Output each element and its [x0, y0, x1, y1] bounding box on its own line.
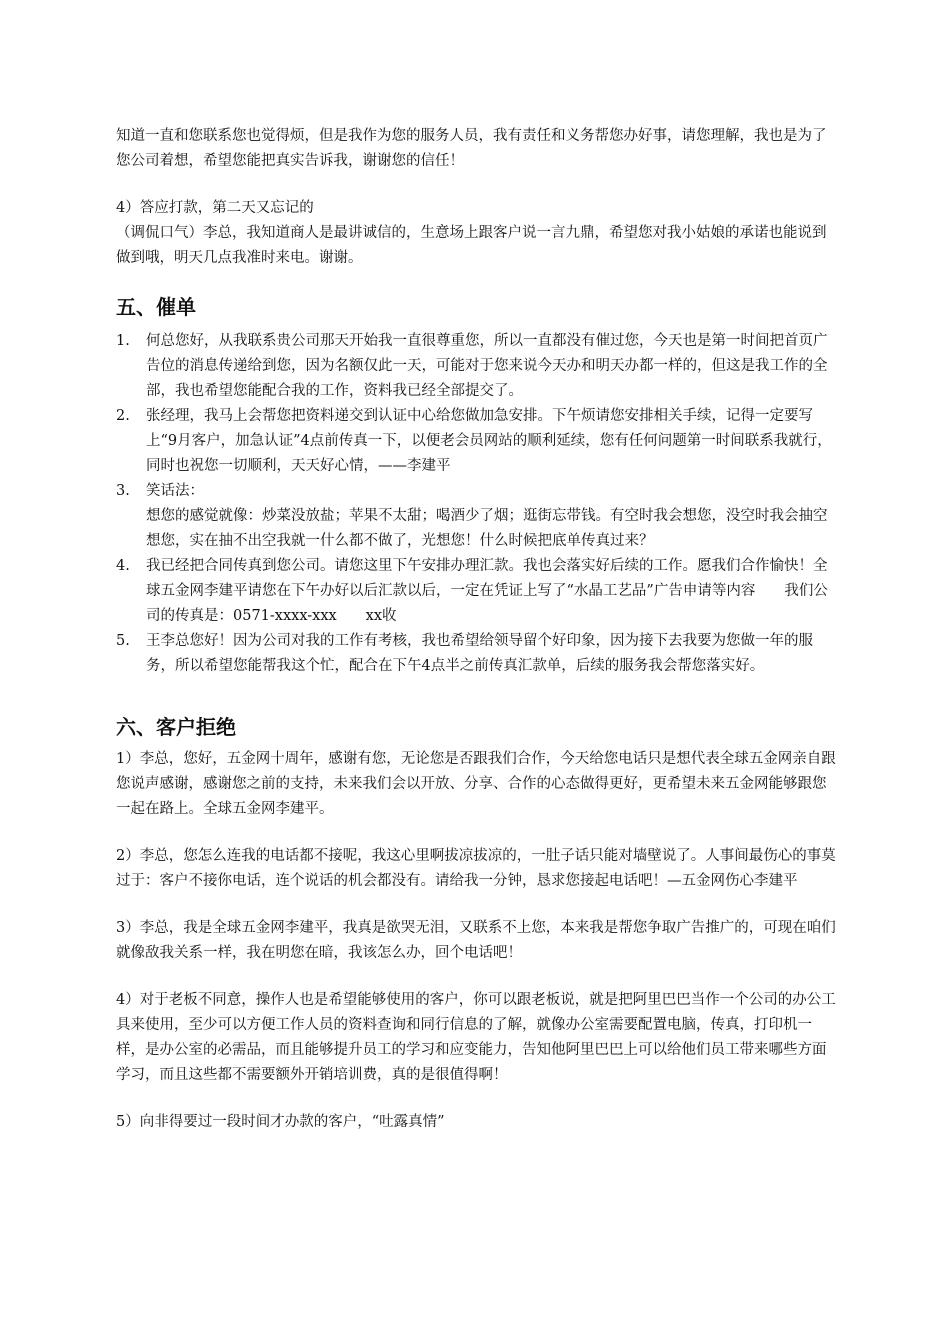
list-text: 笑话法： [146, 483, 204, 499]
list-number: 5. [116, 633, 130, 649]
item4-body: （调侃口气）李总，我知道商人是最讲诚信的，生意场上跟客户说一言九鼎，希望您对我小姑娘的承诺也能说到做到哦，明天几点我准时来电。谢谢。 [116, 225, 827, 266]
section6-paragraph-5: 5）向非得要过一段时间才办款的客户，“吐露真情” [116, 1114, 445, 1130]
list-item [116, 629, 836, 679]
document-page [116, 124, 836, 1135]
list-item [116, 479, 836, 554]
list-text: 王李总您好！因为公司对我的工作有考核，我也希望给领导留个好印象，因为接下去我要为您做一年的服务，所以希望您能帮我这个忙，配合在下午4点半之前传真汇款单，后续的服务我会帮您落实好。 [146, 633, 813, 674]
section5-heading: 五、催单 [116, 295, 196, 319]
list-number: 4. [116, 558, 130, 574]
list-text: 何总您好，从我联系贵公司那天开始我一直很尊重您，所以一直都没有催过您，今天也是第一时间把首页广告位的消息传递给到您，因为名额仅此一天，可能对于您来说今天办和明天办都一样的，但这是我工作的全部，我也希望您能配合我的工作，资料我已经全部提交了。 [146, 333, 828, 399]
section6-heading: 六、客户拒绝 [116, 715, 236, 739]
list-number: 1. [116, 333, 130, 349]
list-number: 2. [116, 408, 130, 424]
section6-paragraph-3: 3）李总，我是全球五金网李建平，我真是欲哭无泪，又联系不上您，本来我是帮您争取广告推广的，可现在咱们就像敌我关系一样，我在明您在暗，我该怎么办，回个电话吧！ [116, 920, 836, 961]
section6-paragraph-2: 2）李总，您怎么连我的电话都不接呢，我这心里啊拔凉拔凉的，一肚子话只能对墙壁说了。人事间最伤心的事莫过于：客户不接你电话，连个说话的机会都没有。请给我一分钟，恳求您接起电话吧！—五金网伤心李建平 [116, 848, 836, 889]
item4-title: 4）答应打款，第二天又忘记的 [116, 200, 314, 216]
list-text: 张经理，我马上会帮您把资料递交到认证中心给您做加急安排。下午烦请您安排相关手续，记得一定要写上“9月客户，加急认证”4点前传真一下，以便老会员网站的顺利延续，您有任何问题第一时间联系我就行，同时也祝您一切顺利，天天好心情，——李建平 [146, 408, 832, 474]
list-item [116, 404, 836, 479]
list-item [116, 329, 836, 404]
list-text: 我已经把合同传真到您公司。请您这里下午安排办理汇款。我也会落实好后续的工作。愿我们合作愉快！全球五金网李建平请您在下午办好以后汇款以后，一定在凭证上写了“水晶工艺品”广告申请等内容 我们公司的传真是：0571-xxxx-xxx xx收 [146, 558, 828, 624]
spacer [116, 174, 836, 196]
intro-paragraph: 知道一直和您联系您也觉得烦，但是我作为您的服务人员，我有责任和义务帮您办好事，请您理解，我也是为了您公司着想，希望您能把真实告诉我，谢谢您的信任！ [116, 128, 827, 169]
section5-list [116, 329, 836, 679]
section6-paragraph-4: 4）对于老板不同意，操作人也是希望能够使用的客户，你可以跟老板说，就是把阿里巴巴当作一个公司的办公工具来使用，至少可以方便工作人员的资料查询和同行信息的了解，就像办公室需要配置电脑，传真，打印机一样，是办公室的必需品，而且能够提升员工的学习和应变能力，告知他阿里巴巴上可以给他们员工带来哪些方面学习，而且这些都不需要额外开销培训费，真的是很值得啊！ [116, 992, 836, 1083]
list-subtext: 想您的感觉就像：炒菜没放盐；苹果不太甜；喝酒少了烟；逛街忘带钱。有空时我会想您，没空时我会抽空想您，实在抽不出空我就一什么都不做了，光想您！什么时候把底单传真过来？ [146, 508, 828, 549]
list-item [116, 554, 836, 629]
list-number: 3. [116, 483, 130, 499]
section6-paragraph-1: 1）李总，您好，五金网十周年，感谢有您，无论您是否跟我们合作，今天给您电话只是想代表全球五金网亲自跟您说声感谢，感谢您之前的支持，未来我们会以开放、分享、合作的心态做得更好，更希望未来五金网能够跟您一起在路上。全球五金网李建平。 [116, 751, 836, 817]
